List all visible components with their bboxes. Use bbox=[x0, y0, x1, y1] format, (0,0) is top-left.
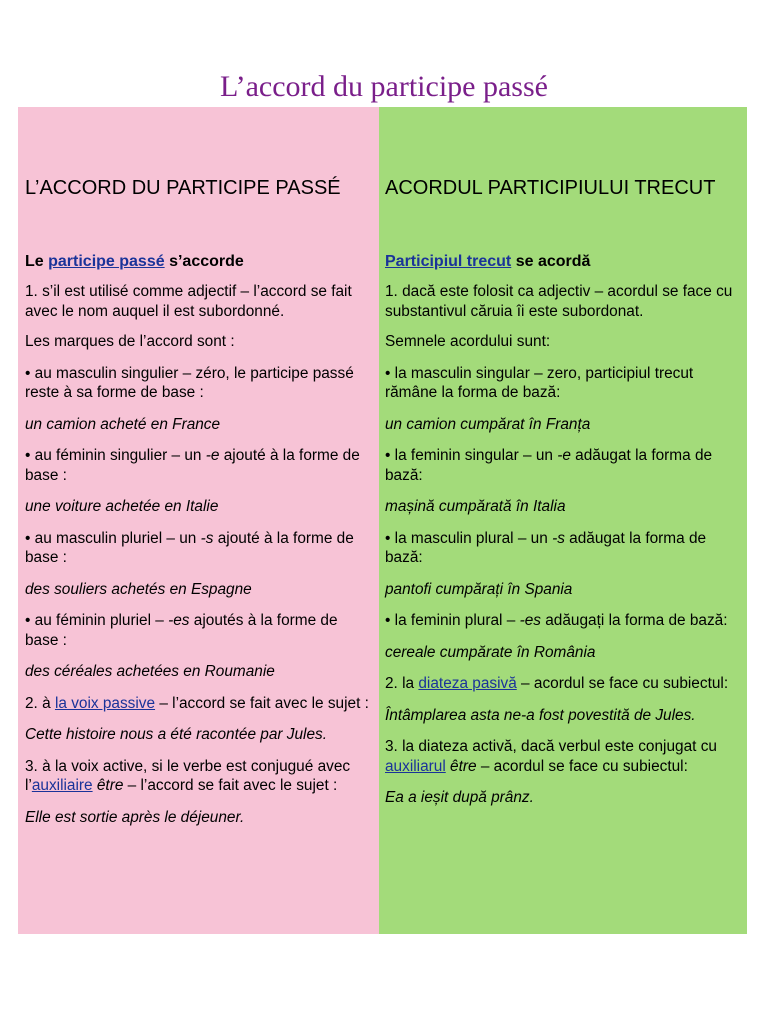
voix-passive-link[interactable]: la voix passive bbox=[54, 694, 156, 712]
french-example-2: une voiture achetée en Italie bbox=[25, 498, 219, 515]
romanian-example-2: mașină cumpărată în Italia bbox=[385, 498, 566, 515]
french-rule-3: 3. à la voix active, si le verbe est conjugué avec l’auxiliaire être – l’accord se fait avec le sujet : bbox=[25, 757, 351, 794]
romanian-lead: Participiul trecut se acordă bbox=[385, 253, 591, 270]
romanian-rule-3: 3. la diateza activă, dacă verbul este conjugat cu auxiliarul être – acordul se face cu subiectul: bbox=[385, 738, 717, 775]
romanian-rule-1: 1. dacă este folosit ca adjectiv – acordul se face cu substantivul căruia îi este subordonat. bbox=[385, 283, 733, 320]
romanian-masc-sing: • la masculin singular – zero, participiul trecut rămâne la forma de bază: bbox=[385, 364, 694, 401]
french-fem-pl: • au féminin pluriel – -es ajoutés à la forme de base : bbox=[25, 612, 338, 649]
french-example-3: des souliers achetés en Espagne bbox=[25, 580, 252, 598]
french-heading: L’ACCORD DU PARTICIPE PASSÉ bbox=[25, 177, 341, 199]
french-column bbox=[18, 107, 379, 934]
auxiliarul-link[interactable]: auxiliarul bbox=[385, 757, 446, 775]
romanian-column bbox=[379, 107, 747, 934]
diateza-pasiva-link[interactable]: diateza pasivă bbox=[418, 675, 517, 692]
comparison-table bbox=[18, 107, 747, 934]
french-example-5: Cette histoire nous a été racontée par Jules. bbox=[25, 726, 328, 743]
french-masc-pl: • au masculin pluriel – un -s ajouté à la forme de base : bbox=[25, 529, 354, 566]
french-rule-1: 1. s’il est utilisé comme adjectif – l’accord se fait avec le nom auquel il est subordonné. bbox=[25, 283, 352, 320]
participe-passe-link[interactable]: participe passé bbox=[48, 253, 165, 270]
french-masc-sing: • au masculin singulier – zéro, le participe passé reste à sa forme de base : bbox=[25, 364, 354, 401]
romanian-fem-sing: • la feminin singular – un -e adăugat la forma de bază: bbox=[385, 447, 713, 484]
french-lead: Le participe passé s’accorde bbox=[25, 253, 244, 270]
french-example-4: des céréales achetées en Roumanie bbox=[25, 663, 275, 680]
romanian-example-3: pantofi cumpărați în Spania bbox=[385, 580, 573, 598]
romanian-masc-pl: • la masculin plural – un -s adăugat la forma de bază: bbox=[385, 529, 707, 566]
french-fem-sing: • au féminin singulier – un -e ajouté à la forme de base : bbox=[25, 447, 360, 484]
romanian-example-5: Întâmplarea asta ne-a fost povestită de Jules. bbox=[385, 706, 696, 724]
romanian-example-6: Ea a ieșit după prânz. bbox=[385, 789, 534, 806]
french-example-6: Elle est sortie après le déjeuner. bbox=[25, 808, 245, 826]
romanian-heading: ACORDUL PARTICIPIULUI TRECUT bbox=[385, 177, 716, 199]
french-marks-intro: Les marques de l’accord sont : bbox=[25, 333, 235, 350]
romanian-rule-2: 2. la diateza pasivă – acordul se face cu subiectul: bbox=[385, 675, 729, 692]
romanian-fem-pl: • la feminin plural – -es adăugați la forma de bază: bbox=[385, 612, 728, 629]
auxiliaire-link[interactable]: auxiliaire bbox=[31, 777, 93, 794]
romanian-example-4: cereale cumpărate în România bbox=[385, 643, 596, 661]
romanian-example-1: un camion cumpărat în Franța bbox=[385, 415, 591, 433]
participiul-trecut-link[interactable]: Participiul trecut bbox=[385, 253, 512, 270]
french-example-1: un camion acheté en France bbox=[25, 415, 221, 433]
romanian-marks-intro: Semnele acordului sunt: bbox=[385, 333, 551, 350]
page-title: L’accord du participe passé bbox=[220, 70, 548, 103]
french-rule-2: 2. à la voix passive – l’accord se fait avec le sujet : bbox=[25, 694, 369, 712]
